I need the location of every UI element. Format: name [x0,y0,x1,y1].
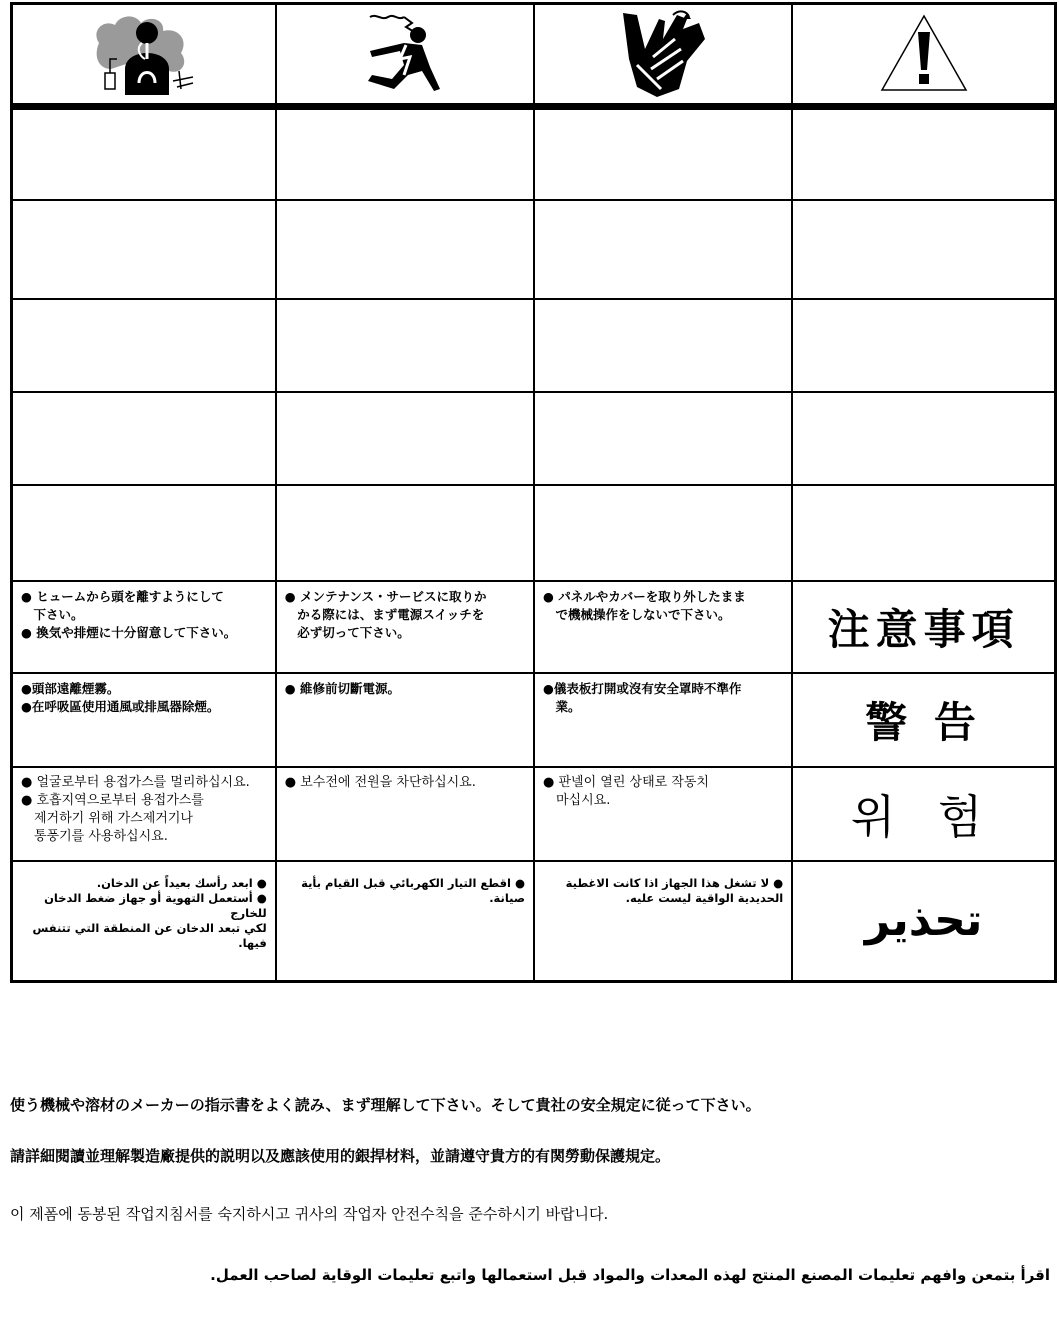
safety-warning-table [10,2,1057,983]
chinese-fume-text: ●頭部遠離煙霧。 ●在呼吸區使用通風或排風器除煙。 [21,680,220,714]
korean-row [12,767,1056,861]
korean-fume-text: ● 얼굴로부터 용접가스를 멀리하십시요. ● 호흡지역으로부터 용접가스를 제거하기 위해 가스제거기나 통풍기를 사용하십시요. [21,774,250,844]
arabic-row [12,861,1056,982]
korean-parts-text: ● 판넬이 열린 상태로 작동치 마십시요. [542,774,709,808]
chinese-parts-text: ●儀表板打開或沒有安全罩時不準作 業。 [542,680,742,714]
icon-row [12,4,1056,107]
japanese-shock-text: ● メンテナンス・サービスに取りか かる際には、まず電源スイッチを 必ず切って下さい。 [284,588,487,640]
shock-icon-cell [276,4,534,107]
blank-row [12,299,1056,392]
arabic-parts-text: ● لا تشغل هذا الجهاز اذا كانت الاغطية الحديدية الواقية ليست عليه. [565,875,784,905]
korean-shock-text: ● 보수전에 전원을 차단하십시요. [284,774,476,790]
footer-arabic: اقرأ بتمعن وافهم تعليمات المصنع المنتج لهذه المعدات والمواد قبل استعمالها واتبع تعليمات الوقاية لصاحب العمل. [210,1266,1050,1284]
warning-icon-cell [792,4,1055,107]
parts-icon-cell [534,4,792,107]
arabic-fume-text: ● ابعد رأسك بعيداً عن الدخان. ● أستعمل التهوية أو جهاز ضغط الدخان للخارج لكي تبعد الدخان عن المنطقة التي تتنفس فيها. [32,875,267,950]
moving-parts-hand-icon [617,9,709,99]
japanese-row [12,581,1056,673]
chinese-title: 警 告 [865,697,982,747]
fume-inhalation-icon [89,13,199,95]
korean-title: 위 험 [850,789,997,844]
arabic-title: تحذير [864,895,983,947]
japanese-title: 注意事項 [827,604,1020,654]
blank-row [12,485,1056,581]
footer-korean: 이 제폼에 동봉된 작업지침서를 숙지하시고 귀사의 작업자 안전수칙을 준수하시기 바랍니다. [10,1205,609,1223]
chinese-shock-text: ● 維修前切斷電源。 [284,680,401,696]
warning-triangle-icon [878,12,970,96]
blank-row [12,392,1056,485]
footer-chinese: 請詳細閱讀並理解製造廠提供的説明以及應該使用的銀捍材料，並請遵守貴方的有関勞動保護規定。 [10,1147,671,1165]
electric-shock-icon [360,11,450,97]
blank-row [12,200,1056,299]
japanese-fume-text: ● ヒュームから頭を離すようにして 下さい。 ● 換気や排煙に十分留意して下さい。 [21,588,237,640]
footer-japanese: 使う機械や溶材のメーカーの指示書をよく読み、まず理解して下さい。そして貴社の安全規定に従って下さい。 [10,1096,761,1114]
japanese-parts-text: ● パネルやカバーを取り外したまま で機械操作をしないで下さい。 [542,588,746,622]
blank-row [12,107,1056,200]
fume-icon-cell [12,4,276,107]
arabic-shock-text: ● اقطع التيار الكهربائي قبل القيام بأية صيانة. [301,875,525,905]
chinese-row [12,673,1056,767]
